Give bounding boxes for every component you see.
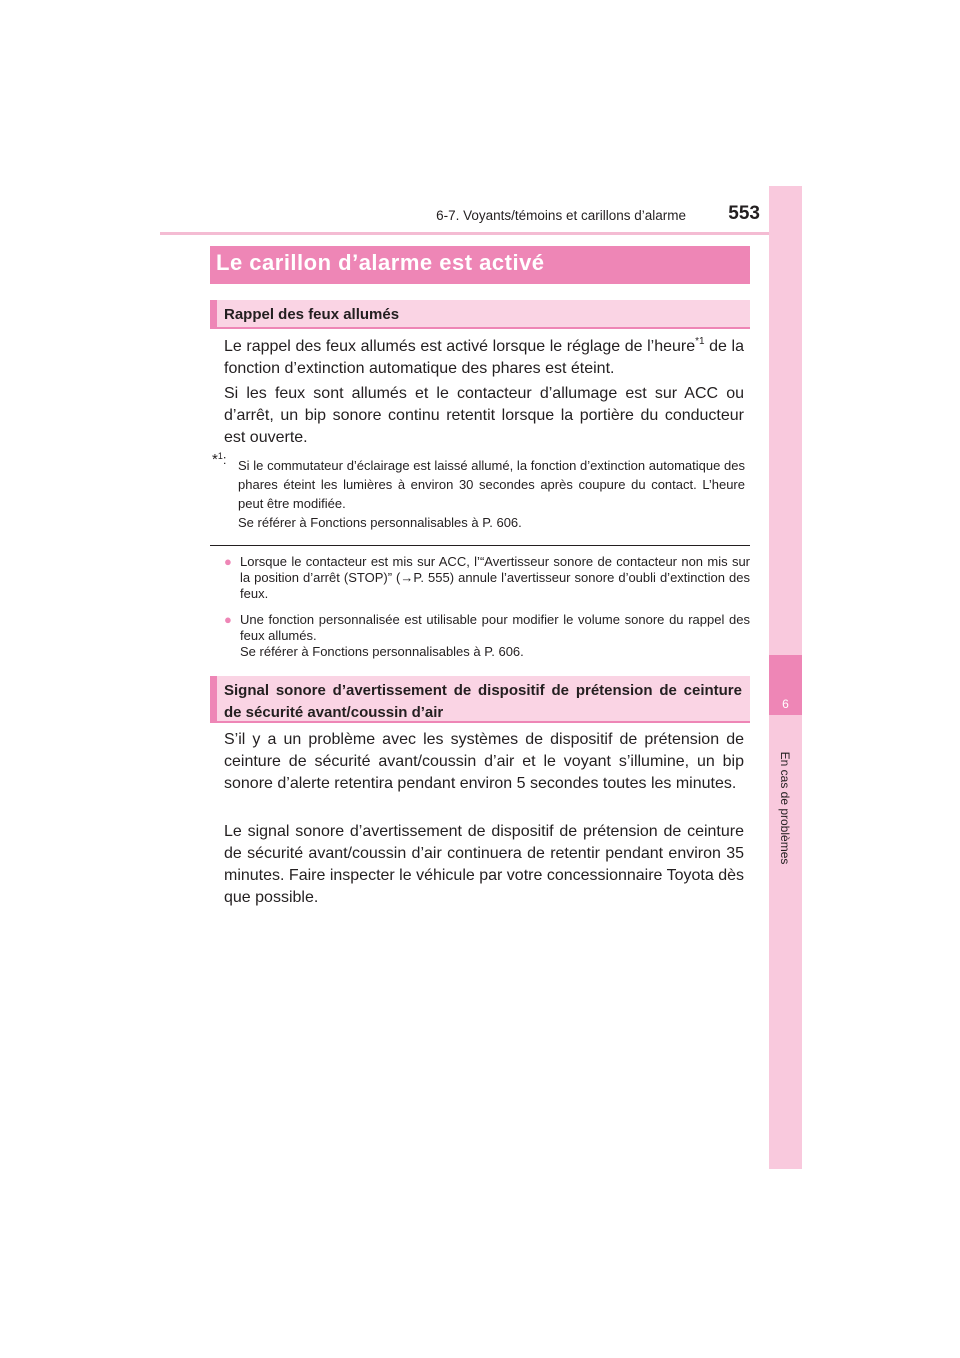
section-heading-lights-reminder <box>210 300 750 329</box>
footnote: Si le commutateur d’éclairage est laissé allumé, la fonction d’extinction automatique des phares éteint les lumières à environ 30 secondes après coupure du contact. L’heure peut être modifiée. Se référer à Fonctions personnalisables à P. 606. <box>238 458 745 530</box>
footnote-marker: *$^1$: <box>212 451 227 468</box>
header-rule <box>160 232 802 235</box>
section-breadcrumb: 6-7. Voyants/témoins et carillons d’alarme <box>436 208 686 223</box>
chapter-title: En cas de problèmes <box>778 751 792 865</box>
section-heading-pretensioner-warning <box>210 676 750 723</box>
bullet-icon: ● <box>224 612 232 627</box>
bullet-icon: ● <box>224 554 232 569</box>
paragraph: Le signal sonore d’avertissement de dispositif de prétension de ceinture de sécurité avant/coussin d’air continuera de retentir pendant environ 35 minutes. Faire inspecter le véhicule par votre concessionnaire Toyota dès que possible. <box>224 823 744 906</box>
paragraph: Si les feux sont allumés et le contacteur d’allumage est sur ACC ou d’arrêt, un bip sonore continu retentit lorsque la portière du conducteur est ouverte. <box>224 385 744 446</box>
section-heading-text: Rappel des feux allumés <box>224 306 400 323</box>
footnote-reference: *1 <box>695 336 705 347</box>
page-number: 553 <box>728 203 760 224</box>
divider <box>210 545 750 546</box>
section-heading-text: Signal sonore d’avertissement de dispositif de prétension de ceinture de sécurité avant/coussin d’air <box>224 682 742 721</box>
paragraph: Le rappel des feux allumés est activé lorsque le réglage de l’heure$^{*1}$ de la fonction d’extinction automatique des phares est éteint. <box>224 336 744 377</box>
chapter-number: 6 <box>782 697 789 711</box>
paragraph: S’il y a un problème avec les systèmes de dispositif de prétension de ceinture de sécurité avant/coussin d’air et le voyant s’illumine, un bip sonore d’alerte retentira pendant environ 5 secondes toutes les minutes. <box>224 731 744 792</box>
page-title: Le carillon d’alarme est activé <box>216 250 545 275</box>
